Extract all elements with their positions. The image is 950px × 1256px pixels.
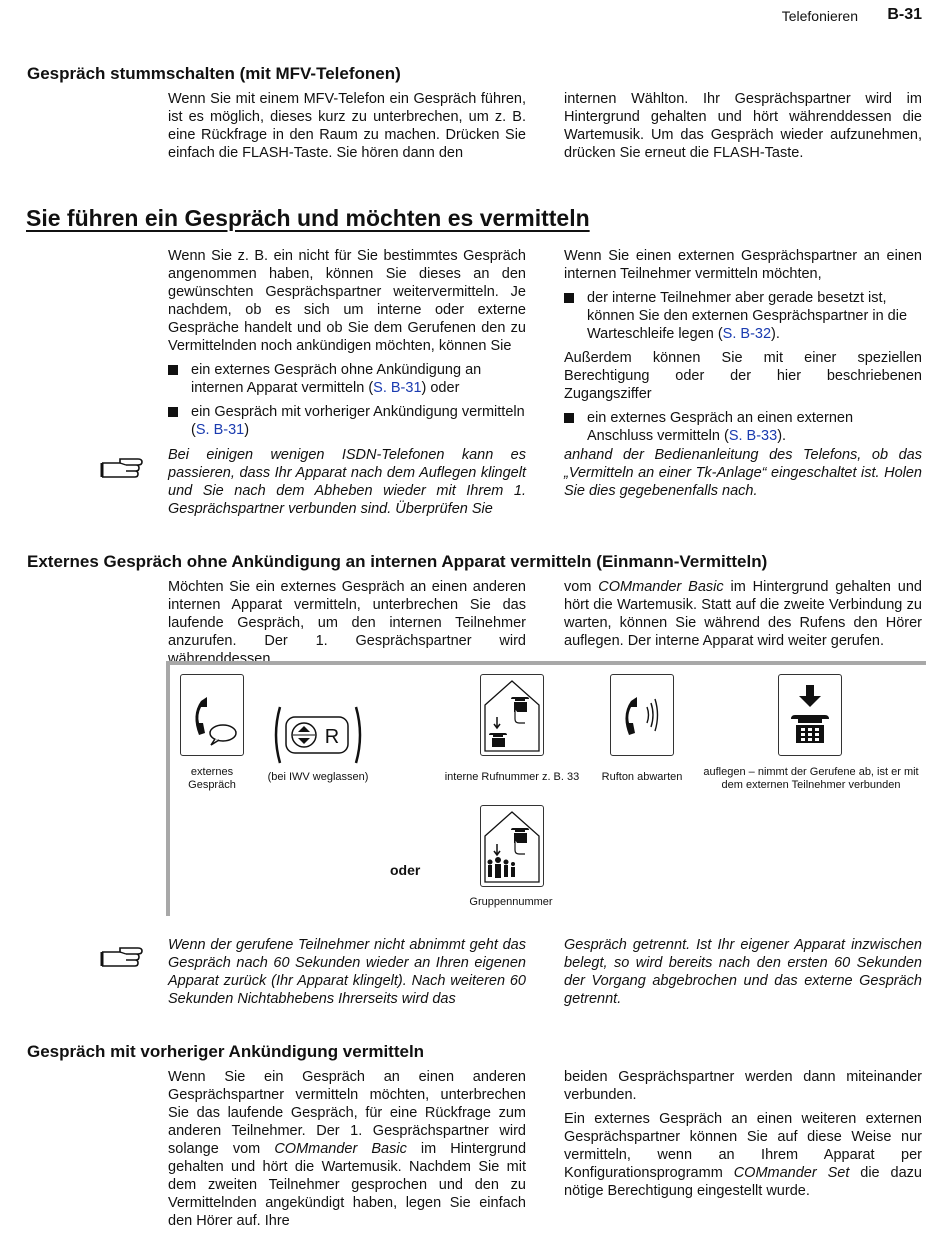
hang-up-icon (778, 674, 842, 756)
pointing-hand-icon (100, 455, 144, 481)
page-link[interactable]: S. B-31 (373, 380, 422, 396)
caption-ringing: Rufton abwarten (601, 771, 683, 783)
note-timeout-left: Wenn der gerufene Teilnehmer nicht abnimmt geht das Gespräch nach 60 Sekunden wieder an Ihren eigenen Apparat zurück (Ihr Apparat klingelt). Nach weiteren 60 Sekunden Nichtabhebens Ihrerseits wird das (168, 937, 526, 1007)
group-number-icon (480, 805, 544, 887)
note-timeout-right: Gespräch getrennt. Ist Ihr eigener Apparat inzwischen belegt, so wird bereits nach den ersten 60 Sekunden der Vorgang abgebrochen und das externe Gespräch getrennt. (564, 937, 922, 1007)
caption-iwv: (bei IWV weglassen) (267, 771, 369, 783)
oder-label: oder (390, 862, 421, 878)
list-item: ein externes Gespräch ohne Ankündigung an internen Apparat vermitteln (S. B-31) oder (168, 361, 526, 397)
note-isdn-right: anhand der Bedienanleitung des Telefons, ob das „Vermitteln an einer Tk-Anlage“ eingeschaltet ist. Holen Sie dies gegebenenfalls nach. (564, 447, 922, 499)
section-title-mute: Gespräch stummschalten (mit MFV-Telefonen) (27, 64, 401, 83)
internal-number-icon (480, 674, 544, 756)
caption-hang-up: auflegen – nimmt der Gerufene ab, ist er mit dem externen Teilnehmer verbunden (703, 766, 919, 791)
note-isdn-left: Bei einigen wenigen ISDN-Telefonen kann es passieren, dass Ihr Apparat nach dem Auflegen klingelt und Sie nach dem Abheben wieder mit Ihrem 1. Gesprächspartner verbunden sind. Überprüfen Sie (168, 447, 526, 517)
transfer-left-column (168, 247, 526, 445)
page-link[interactable]: S. B-32 (722, 326, 772, 342)
page-link[interactable]: S. B-31 (195, 422, 245, 438)
chapter-title-transfer: Sie führen ein Gespräch und möchten es vermitteln (26, 205, 590, 231)
mute-right-text: internen Wählton. Ihr Gesprächspartner wird im Hintergrund gehalten und hört währenddessen die Wartemusik. Um das Gespräch wieder aufzunehmen, drücken Sie erneut die FLASH-Taste. (564, 91, 922, 161)
flash-r-key-icon (272, 705, 364, 765)
pointing-hand-icon (100, 944, 144, 970)
procedure-diagram (166, 661, 926, 916)
list-item: ein externes Gespräch an einen externen Anschluss vermitteln (S. B-33). (564, 409, 922, 445)
external-left-text: Möchten Sie ein externes Gespräch an einen anderen internen Apparat vermitteln, unterbrechen Sie das laufende Gespräch, um den internen Teilnehmer anzurufen. Der 1. Gesprächspartner wird währenddessen (168, 579, 526, 667)
running-header-section: Telefonieren (781, 8, 858, 24)
mute-left-text: Wenn Sie mit einem MFV-Telefon ein Gespräch führen, ist es möglich, dieses kurz zu unterbrechen, um z. B. eine Rückfrage in den Raum zu machen. Drücken Sie einfach die FLASH-Taste. Sie hören dann den (168, 91, 526, 161)
caption-group-number: Gruppennummer (469, 896, 553, 908)
caption-external-call: externes Gespräch (188, 766, 236, 791)
r-key-label: R (324, 726, 340, 748)
announced-right-text: beiden Gesprächspartner werden dann miteinander verbunden. Ein externes Gespräch an einen weiteren externen Gesprächspartner können Sie auf diese Weise nur vermitteln, wenn an Ihrem Apparat per Konfigurationsprogramm COMmander Set die dazu nötige Berechtigung eingestellt wurde. (564, 1069, 922, 1199)
list-item: der interne Teilnehmer aber gerade besetzt ist, können Sie den externen Gesprächspartner in die Warteschleife legen (S. B-32). (564, 289, 922, 343)
announced-left-text: Wenn Sie ein Gespräch an einen anderen Gesprächspartner vermitteln möchten, unterbrechen Sie das laufende Gespräch, für eine Rückfrage zum anderen Teilnehmer. Der 1. Gesprächspartner wird solange vom COMmander Basic im Hintergrund gehalten und hört die Wartemusik. Nachdem Sie mit dem zweiten Teilnehmer gesprochen und den zu Vermittelnden angekündigt haben, legen Sie einfach den Hörer auf. Ihre (168, 1069, 527, 1229)
transfer-right-column: Wenn Sie einen externen Gesprächspartner an einen internen Teilnehmer vermitteln möchten, der interne Teilnehmer aber gerade besetzt ist, können Sie den externen Gesprächspartner in die Warteschleife legen (S. B-32). Außerdem können Sie mit einer speziellen Berechtigung oder der hier beschriebenen Zugangsziffer ein externes Gespräch an einen externen Anschluss vermitteln (S. B-33). (564, 248, 922, 444)
ringing-icon (610, 674, 674, 756)
page-link[interactable]: S. B-33 (728, 428, 778, 444)
caption-internal-number: interne Rufnummer z. B. 33 (444, 771, 580, 783)
external-call-icon (180, 674, 244, 756)
section-title-announced-transfer: Gespräch mit vorheriger Ankündigung vermitteln (27, 1042, 425, 1061)
section-title-external-transfer: Externes Gespräch ohne Ankündigung an internen Apparat vermitteln (Einmann-Vermitteln) (27, 552, 768, 571)
page-number: B-31 (887, 6, 922, 23)
external-right-text: vom COMmander Basic im Hintergrund gehalten und hört die Wartemusik. Statt auf die zweite Verbindung zu warten, können Sie während des Rufens den Hörer auflegen. Der interne Apparat wird weiter gerufen. (564, 579, 923, 649)
transfer-intro: Wenn Sie z. B. ein nicht für Sie bestimmtes Gespräch angenommen haben, können Sie dieses an den gewünschten Gesprächspartner weitervermitteln. Je nachdem, ob es sich um interne oder externe Gespräche handelt und ob Sie dem Gerufenen den zu Vermittelnden noch ankündigen möchten, können Sie (168, 248, 526, 354)
list-item: ein Gespräch mit vorheriger Ankündigung vermitteln (S. B-31) (168, 403, 526, 439)
